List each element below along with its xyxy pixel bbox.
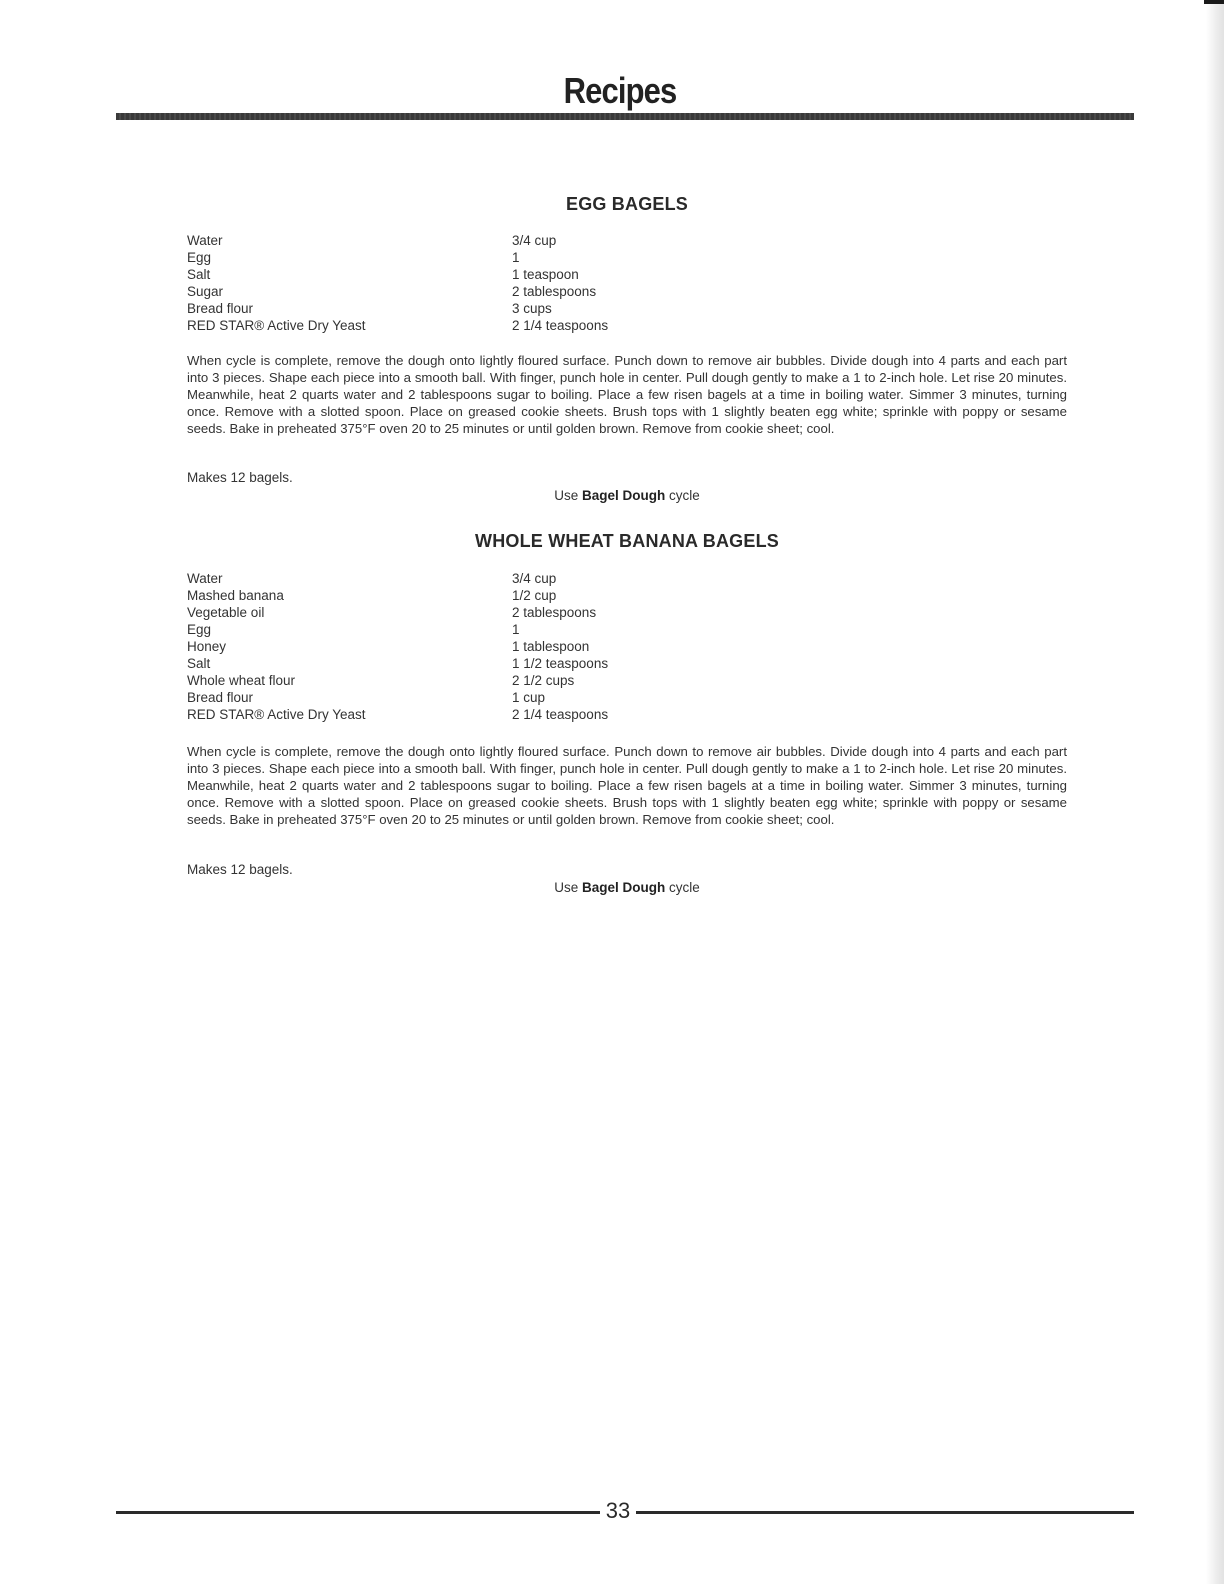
instructions-whole-wheat-banana-bagels: When cycle is complete, remove the dough onto lightly floured surface. Punch down to remove air bubbles. Divide dough into 4 parts and each part into 3 pieces. Shape each piece into a smooth ball. With finger, punch hole in center. Pull dough gently to make a 1 to 2-inch hole. Let rise 20 minutes. Meanwhile, heat 2 quarts water and 2 tablespoons sugar to boiling. Place a few risen bagels at a time in boiling water. Simmer 3 minutes, turning once. Remove with a slotted spoon. Place on greased cookie sheets. Brush tops with 1 slightly beaten egg white; sprinkle with poppy or sesame seeds. Bake in preheated 375°F oven 20 to 25 minutes or until golden brown. Remove from cookie sheet; cool. [187,744,1067,827]
ingredient-list-egg-bagels [187,232,787,334]
cycle-suffix: cycle [669,488,700,503]
ingredient-qty: 1 tablespoon [512,639,590,654]
cycle-name: Bagel Dough [582,880,666,895]
ingredient-qty: 2 tablespoons [512,605,597,620]
ingredient-name: Sugar [187,284,224,299]
ingredient-name: RED STAR® Active Dry Yeast [187,318,366,333]
page-edge-shadow [1206,0,1224,1584]
footer-rule-left [116,1511,600,1514]
scan-corner-mark [1204,0,1224,4]
ingredient-row [187,317,787,334]
cycle-prefix: Use [554,880,579,895]
recipe-title-egg-bagels: EGG BAGELS [565,194,688,214]
page-number: 33 [605,1498,631,1523]
ingredient-row [187,655,787,672]
ingredient-row [187,232,787,249]
ingredient-qty: 3 cups [512,301,552,316]
ingredient-qty: 1 teaspoon [512,267,579,282]
ingredient-name: Mashed banana [187,588,284,603]
ingredient-qty: 2 tablespoons [512,284,597,299]
title-rule [116,113,1134,120]
cycle-prefix: Use [554,488,579,503]
ingredient-row [187,621,787,638]
ingredient-qty: 2 1/2 cups [512,673,575,688]
ingredient-row [187,249,787,266]
ingredient-name: Water [187,571,223,586]
ingredient-name: Salt [187,656,211,671]
ingredient-qty: 2 1/4 teaspoons [512,707,609,722]
ingredient-row [187,266,787,283]
ingredient-name: RED STAR® Active Dry Yeast [187,707,366,722]
ingredient-row [187,283,787,300]
ingredient-row [187,300,787,317]
ingredient-name: Salt [187,267,211,282]
ingredient-row [187,638,787,655]
ingredient-list-whole-wheat-banana-bagels [187,570,787,723]
ingredient-row [187,689,787,706]
footer-rule-right [636,1511,1134,1514]
recipe-title-whole-wheat-banana-bagels: WHOLE WHEAT BANANA BAGELS [475,531,779,551]
ingredient-qty: 1 [512,622,520,637]
ingredient-name: Water [187,233,223,248]
ingredient-name: Egg [187,250,212,265]
ingredient-row [187,570,787,587]
ingredient-qty: 1 [512,250,520,265]
ingredient-name: Bread flour [187,690,254,705]
cycle-note-whole-wheat-banana-bagels [0,880,1224,895]
ingredient-qty: 1/2 cup [512,588,557,603]
ingredient-name: Bread flour [187,301,254,316]
ingredient-name: Vegetable oil [187,605,265,620]
ingredient-qty: 3/4 cup [512,571,557,586]
yield-whole-wheat-banana-bagels: Makes 12 bagels. [187,862,293,877]
ingredient-name: Honey [187,639,227,654]
ingredient-name: Whole wheat flour [187,673,296,688]
yield-egg-bagels: Makes 12 bagels. [187,470,293,485]
ingredient-row [187,587,787,604]
instructions-egg-bagels: When cycle is complete, remove the dough onto lightly floured surface. Punch down to remove air bubbles. Divide dough into 4 parts and each part into 3 pieces. Shape each piece into a smooth ball. With finger, punch hole in center. Pull dough gently to make a 1 to 2-inch hole. Let rise 20 minutes. Meanwhile, heat 2 quarts water and 2 tablespoons sugar to boiling. Place a few risen bagels at a time in boiling water. Simmer 3 minutes, turning once. Remove with a slotted spoon. Place on greased cookie sheets. Brush tops with 1 slightly beaten egg white; sprinkle with poppy or sesame seeds. Bake in preheated 375°F oven 20 to 25 minutes or until golden brown. Remove from cookie sheet; cool. [187,353,1067,436]
cycle-name: Bagel Dough [582,488,666,503]
ingredient-row [187,672,787,689]
ingredient-qty: 1 cup [512,690,546,705]
ingredient-qty: 3/4 cup [512,233,557,248]
cycle-suffix: cycle [669,880,700,895]
ingredient-qty: 1 1/2 teaspoons [512,656,609,671]
ingredient-row [187,604,787,621]
page-title: Recipes [563,70,677,111]
ingredient-row [187,706,787,723]
ingredient-name: Egg [187,622,212,637]
ingredient-qty: 2 1/4 teaspoons [512,318,609,333]
cycle-note-egg-bagels [0,488,1224,503]
